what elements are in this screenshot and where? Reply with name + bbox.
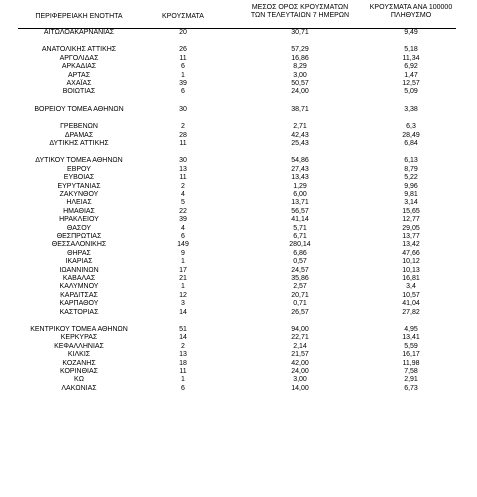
average-cell: 24,57 bbox=[291, 266, 309, 274]
cases-cell: 28 bbox=[179, 131, 187, 139]
table-row bbox=[0, 55, 477, 63]
cases-cell: 26 bbox=[179, 46, 187, 54]
table-row bbox=[0, 199, 477, 207]
region-cell: ΚΙΛΚΙΣ bbox=[67, 351, 91, 359]
table-row bbox=[0, 292, 477, 300]
average-cell: 13,43 bbox=[291, 174, 309, 182]
per100k-cell: 9,81 bbox=[404, 191, 418, 198]
cases-cell: 11 bbox=[179, 368, 187, 375]
cases-cell: 14 bbox=[179, 308, 187, 316]
table-row bbox=[0, 63, 477, 71]
per100k-cell: 5,22 bbox=[404, 174, 418, 182]
region-cell: ΚΕΦΑΛΛΗΝΙΑΣ bbox=[54, 342, 104, 350]
cases-cell: 11 bbox=[179, 174, 187, 182]
average-cell: 27,43 bbox=[291, 165, 309, 173]
header-per100k-line2: ΠΛΗΘΥΣΜΟ bbox=[390, 12, 432, 19]
region-cell: ΒΟΡΕΙΟΥ ΤΟΜΕΑ ΑΘΗΝΩΝ bbox=[34, 105, 124, 113]
average-cell: 280,14 bbox=[289, 241, 311, 249]
table-row bbox=[0, 208, 477, 216]
per100k-cell: 4,95 bbox=[404, 326, 418, 333]
header-cases bbox=[150, 13, 216, 21]
per100k-cell: 6,92 bbox=[404, 63, 418, 71]
per100k-cell: 13,41 bbox=[402, 334, 420, 342]
region-cell: ΚΕΝΤΡΙΚΟΥ ΤΟΜΕΑ ΑΘΗΝΩΝ bbox=[30, 326, 128, 333]
table-row bbox=[0, 360, 477, 368]
region-cell: ΚΑΡΔΙΤΣΑΣ bbox=[60, 291, 98, 299]
table-row bbox=[0, 250, 477, 258]
per100k-cell: 47,66 bbox=[402, 249, 420, 257]
region-cell: ΚΟΖΑΝΗΣ bbox=[62, 359, 96, 367]
cases-cell: 4 bbox=[181, 224, 185, 232]
table-row bbox=[0, 343, 477, 351]
header-per100k-line1: ΚΡΟΥΣΜΑΤΑ ΑΝΑ 100000 bbox=[369, 4, 453, 11]
per100k-cell: 6,73 bbox=[404, 384, 418, 392]
average-cell: 2,71 bbox=[293, 123, 307, 131]
region-cell: ΘΕΣΠΡΩΤΙΑΣ bbox=[56, 233, 102, 240]
average-cell: 41,14 bbox=[291, 216, 309, 224]
average-cell: 13,71 bbox=[291, 199, 309, 207]
table-row bbox=[0, 140, 477, 148]
cases-cell: 6 bbox=[181, 88, 185, 96]
region-cell: ΛΑΚΩΝΙΑΣ bbox=[61, 384, 97, 392]
per100k-cell: 5,09 bbox=[404, 88, 418, 96]
region-cell: ΕΥΡΥΤΑΝΙΑΣ bbox=[57, 182, 101, 190]
cases-cell: 12 bbox=[179, 291, 187, 299]
average-cell: 94,00 bbox=[291, 326, 309, 333]
region-cell: ΗΜΑΘΙΑΣ bbox=[63, 207, 95, 215]
table-row bbox=[0, 29, 477, 37]
region-cell: ΚΟΡΙΝΘΙΑΣ bbox=[60, 368, 98, 375]
per100k-cell: 9,49 bbox=[404, 29, 418, 36]
region-cell: ΕΒΡΟΥ bbox=[67, 165, 91, 173]
average-cell: 21,57 bbox=[291, 351, 309, 359]
region-cell: ΑΝΑΤΟΛΙΚΗΣ ΑΤΤΙΚΗΣ bbox=[41, 46, 117, 54]
average-cell: 5,71 bbox=[293, 224, 307, 232]
region-cell: ΔΡΑΜΑΣ bbox=[64, 131, 94, 139]
header-average-line2: ΤΩΝ ΤΕΛΕΥΤΑΙΩΝ 7 ΗΜΕΡΩΝ bbox=[250, 12, 350, 19]
table-row bbox=[0, 376, 477, 384]
header-average bbox=[240, 4, 360, 20]
table-row bbox=[0, 72, 477, 80]
region-cell: ΘΗΡΑΣ bbox=[67, 249, 91, 257]
table-row bbox=[0, 166, 477, 174]
average-cell: 20,71 bbox=[291, 291, 309, 299]
region-cell: ΖΑΚΥΝΘΟΥ bbox=[59, 191, 99, 198]
per100k-cell: 3,38 bbox=[404, 105, 418, 113]
cases-cell: 2 bbox=[181, 342, 185, 350]
header-region-label: ΠΕΡΙΦΕΡΕΙΑΚΗ ΕΝΟΤΗΤΑ bbox=[35, 13, 123, 20]
cases-cell: 30 bbox=[179, 157, 187, 165]
cases-cell: 1 bbox=[181, 71, 185, 79]
cases-cell: 11 bbox=[179, 54, 187, 62]
per100k-cell: 2,91 bbox=[404, 376, 418, 384]
per100k-cell: 16,81 bbox=[402, 275, 420, 282]
table-row bbox=[0, 309, 477, 317]
average-cell: 0,57 bbox=[293, 258, 307, 266]
cases-cell: 39 bbox=[179, 216, 187, 224]
cases-cell: 21 bbox=[179, 275, 187, 282]
per100k-cell: 12,57 bbox=[402, 80, 420, 87]
average-cell: 26,57 bbox=[291, 308, 309, 316]
header-average-line1: ΜΕΣΟΣ ΟΡΟΣ ΚΡΟΥΣΜΑΤΩΝ bbox=[251, 4, 349, 11]
cases-cell: 1 bbox=[181, 283, 185, 291]
cases-cell: 39 bbox=[179, 80, 187, 87]
region-cell: ΚΕΡΚΥΡΑΣ bbox=[60, 334, 98, 342]
cases-cell: 18 bbox=[179, 359, 187, 367]
cases-cell: 149 bbox=[177, 241, 189, 249]
per100k-cell: 41,04 bbox=[402, 300, 420, 308]
region-cell: ΙΩΑΝΝΙΝΩΝ bbox=[59, 266, 99, 274]
cases-cell: 20 bbox=[179, 29, 187, 36]
region-cell: ΗΡΑΚΛΕΙΟΥ bbox=[59, 216, 99, 224]
region-cell: ΑΡΓΟΛΙΔΑΣ bbox=[59, 54, 99, 62]
table-row bbox=[0, 157, 477, 165]
average-cell: 14,00 bbox=[291, 384, 309, 392]
table-row bbox=[0, 300, 477, 308]
average-cell: 3,00 bbox=[293, 71, 307, 79]
header-cases-label: ΚΡΟΥΣΜΑΤΑ bbox=[162, 13, 204, 20]
per100k-cell: 27,82 bbox=[402, 308, 420, 316]
table-row bbox=[0, 106, 477, 114]
average-cell: 2,57 bbox=[293, 283, 307, 291]
per100k-cell: 11,34 bbox=[402, 54, 420, 62]
region-cell: ΒΟΙΩΤΙΑΣ bbox=[62, 88, 96, 96]
average-cell: 57,29 bbox=[291, 46, 309, 54]
average-cell: 1,29 bbox=[293, 182, 307, 190]
average-cell: 54,86 bbox=[291, 157, 309, 165]
average-cell: 42,43 bbox=[291, 131, 309, 139]
table-row bbox=[0, 326, 477, 334]
average-cell: 56,57 bbox=[291, 207, 309, 215]
region-cell: ΓΡΕΒΕΝΩΝ bbox=[60, 123, 98, 131]
per100k-cell: 6,13 bbox=[404, 157, 418, 165]
per100k-cell: 11,98 bbox=[402, 359, 420, 367]
cases-cell: 1 bbox=[181, 258, 185, 266]
per100k-cell: 6,3 bbox=[406, 123, 416, 131]
table-row bbox=[0, 267, 477, 275]
table-row bbox=[0, 275, 477, 283]
average-cell: 38,71 bbox=[291, 105, 309, 113]
cases-cell: 13 bbox=[179, 165, 187, 173]
average-cell: 25,43 bbox=[291, 140, 309, 147]
per100k-cell: 10,57 bbox=[402, 291, 420, 299]
table-row bbox=[0, 80, 477, 88]
per100k-cell: 5,18 bbox=[404, 46, 418, 54]
region-cell: ΔΥΤΙΚΗΣ ΑΤΤΙΚΗΣ bbox=[49, 140, 109, 147]
region-cell: ΚΑΡΠΑΘΟΥ bbox=[59, 300, 99, 308]
cases-cell: 30 bbox=[179, 105, 187, 113]
region-cell: ΙΚΑΡΙΑΣ bbox=[65, 258, 93, 266]
cases-cell: 17 bbox=[179, 266, 187, 274]
cases-cell: 4 bbox=[181, 191, 185, 198]
region-cell: ΑΧΑΪΑΣ bbox=[66, 80, 92, 87]
region-cell: ΘΑΣΟΥ bbox=[66, 224, 92, 232]
cases-cell: 3 bbox=[181, 300, 185, 308]
region-cell: ΑΡΤΑΣ bbox=[67, 71, 91, 79]
per100k-cell: 15,65 bbox=[402, 207, 420, 215]
per100k-cell: 9,96 bbox=[404, 182, 418, 190]
cases-cell: 11 bbox=[179, 140, 187, 147]
table-row bbox=[0, 334, 477, 342]
region-cell: ΔΥΤΙΚΟΥ ΤΟΜΕΑ ΑΘΗΝΩΝ bbox=[35, 157, 123, 165]
table-row bbox=[0, 132, 477, 140]
region-cell: ΗΛΕΙΑΣ bbox=[66, 199, 92, 207]
table-row bbox=[0, 225, 477, 233]
average-cell: 16,86 bbox=[291, 54, 309, 62]
average-cell: 8,29 bbox=[293, 63, 307, 71]
per100k-cell: 3,14 bbox=[404, 199, 418, 207]
average-cell: 24,00 bbox=[291, 368, 309, 375]
per100k-cell: 6,84 bbox=[404, 140, 418, 147]
average-cell: 24,00 bbox=[291, 88, 309, 96]
region-cell: ΑΡΚΑΔΙΑΣ bbox=[61, 63, 97, 71]
cases-cell: 9 bbox=[181, 249, 185, 257]
per100k-cell: 7,58 bbox=[404, 368, 418, 375]
average-cell: 6,86 bbox=[293, 249, 307, 257]
region-cell: ΚΑΣΤΟΡΙΑΣ bbox=[59, 308, 99, 316]
per100k-cell: 10,12 bbox=[402, 258, 420, 266]
per100k-cell: 1,47 bbox=[404, 71, 418, 79]
cases-cell: 2 bbox=[181, 123, 185, 131]
per100k-cell: 13,42 bbox=[402, 241, 420, 249]
table-row bbox=[0, 88, 477, 96]
per100k-cell: 16,17 bbox=[402, 351, 420, 359]
per100k-cell: 5,59 bbox=[404, 342, 418, 350]
region-cell: ΚΑΛΥΜΝΟΥ bbox=[59, 283, 99, 291]
per100k-cell: 29,05 bbox=[402, 224, 420, 232]
average-cell: 30,71 bbox=[291, 29, 309, 36]
cases-cell: 2 bbox=[181, 182, 185, 190]
region-cell: ΕΥΒΟΙΑΣ bbox=[63, 174, 95, 182]
region-cell: ΚΩ bbox=[74, 376, 84, 384]
table-row bbox=[0, 351, 477, 359]
cases-cell: 22 bbox=[179, 207, 187, 215]
per100k-cell: 8,79 bbox=[404, 165, 418, 173]
average-cell: 50,57 bbox=[291, 80, 309, 87]
region-cell: ΑΙΤΩΛΟΑΚΑΡΝΑΝΙΑΣ bbox=[43, 29, 115, 36]
per100k-cell: 10,13 bbox=[402, 266, 420, 274]
table-row bbox=[0, 241, 477, 249]
average-cell: 42,00 bbox=[291, 359, 309, 367]
header-region bbox=[18, 13, 140, 21]
table-row bbox=[0, 385, 477, 393]
average-cell: 3,00 bbox=[293, 376, 307, 384]
per100k-cell: 28,49 bbox=[402, 131, 420, 139]
cases-cell: 6 bbox=[181, 384, 185, 392]
per100k-cell: 12,77 bbox=[402, 216, 420, 224]
header-per100k bbox=[356, 4, 466, 20]
cases-cell: 6 bbox=[181, 233, 185, 240]
table-row bbox=[0, 191, 477, 199]
cases-cell: 6 bbox=[181, 63, 185, 71]
table-row bbox=[0, 123, 477, 131]
region-cell: ΚΑΒΑΛΑΣ bbox=[62, 275, 96, 282]
region-cell: ΘΕΣΣΑΛΟΝΙΚΗΣ bbox=[51, 241, 107, 249]
table-row bbox=[0, 46, 477, 54]
cases-cell: 13 bbox=[179, 351, 187, 359]
average-cell: 35,86 bbox=[291, 275, 309, 282]
average-cell: 22,71 bbox=[291, 334, 309, 342]
cases-cell: 1 bbox=[181, 376, 185, 384]
average-cell: 6,71 bbox=[293, 233, 307, 240]
cases-cell: 5 bbox=[181, 199, 185, 207]
cases-cell: 51 bbox=[179, 326, 187, 333]
cases-cell: 14 bbox=[179, 334, 187, 342]
average-cell: 0,71 bbox=[293, 300, 307, 308]
per100k-cell: 3,4 bbox=[406, 283, 416, 291]
table-row bbox=[0, 368, 477, 376]
table-row bbox=[0, 233, 477, 241]
average-cell: 6,00 bbox=[293, 191, 307, 198]
table-row bbox=[0, 183, 477, 191]
table-row bbox=[0, 283, 477, 291]
per100k-cell: 13,77 bbox=[402, 233, 420, 240]
table-row bbox=[0, 174, 477, 182]
table-row bbox=[0, 216, 477, 224]
average-cell: 2,14 bbox=[293, 342, 307, 350]
table-row bbox=[0, 258, 477, 266]
